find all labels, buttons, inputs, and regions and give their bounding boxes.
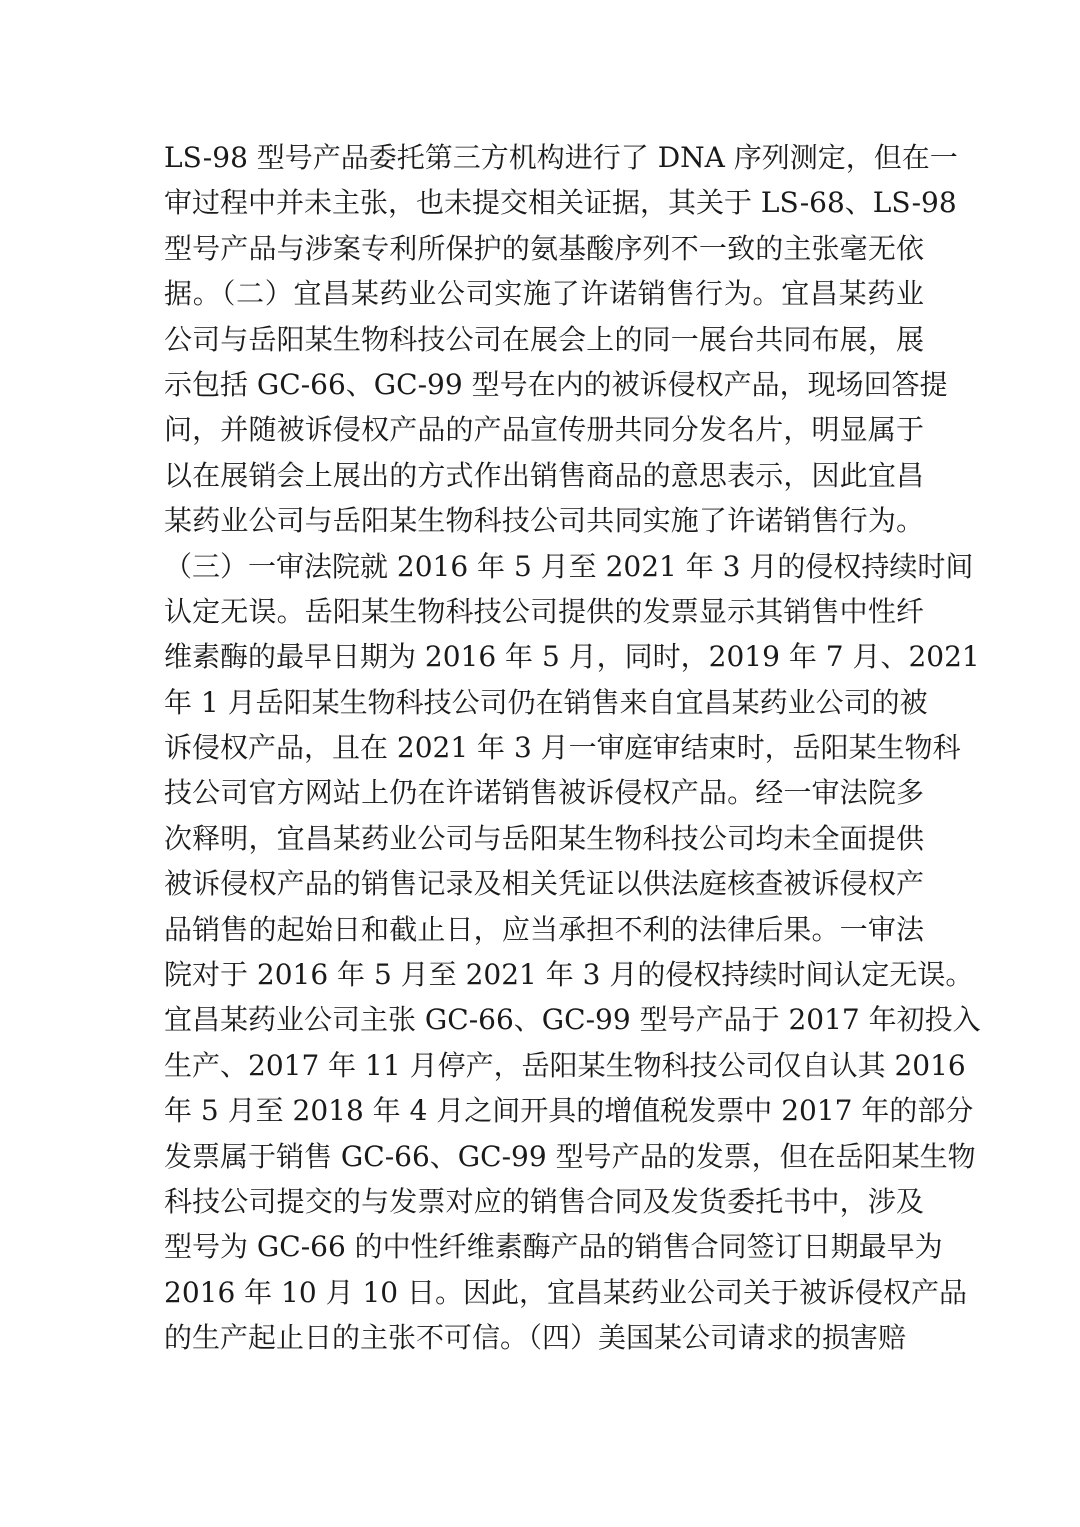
text-line: 次释明，宜昌某药业公司与岳阳某生物科技公司均未全面提供 [164,821,924,855]
text-line: 宜昌某药业公司主张 GC-66、GC-99 型号产品于 2017 年初投入 [164,1003,981,1037]
body-text [164,135,981,1361]
text-line: 年 5 月至 2018 年 4 月之间开具的增值税发票中 2017 年的部分 [164,1094,974,1128]
text-line: 某药业公司与岳阳某生物科技公司共同实施了许诺销售行为。 [164,504,924,538]
text-line: 技公司官方网站上仍在许诺销售被诉侵权产品。经一审法院多 [164,776,924,810]
text-line: 科技公司提交的与发票对应的销售合同及发货委托书中，涉及 [164,1184,924,1218]
text-line: 型号为 GC-66 的中性纤维素酶产品的销售合同签订日期最早为 [164,1230,943,1264]
text-line: 问，并随被诉侵权产品的产品宣传册共同分发名片，明显属于 [164,413,924,447]
text-line: 的生产起止日的主张不可信。（四）美国某公司请求的损害赔 [164,1321,907,1355]
text-line: 型号产品与涉案专利所保护的氨基酸序列不一致的主张毫无依 [164,231,924,265]
text-line: LS-98 型号产品委托第三方机构进行了 DNA 序列测定，但在一 [164,141,958,174]
text-line: 维素酶的最早日期为 2016 年 5 月，同时，2019 年 7 月、2021 [164,640,980,674]
text-line: 认定无误。岳阳某生物科技公司提供的发票显示其销售中性纤 [164,594,924,628]
text-line: 审过程中并未主张，也未提交相关证据，其关于 LS-68、LS-98 [164,186,957,220]
text-line: 以在展销会上展出的方式作出销售商品的意思表示，因此宜昌 [164,458,924,492]
text-line: 示包括 GC-66、GC-99 型号在内的被诉侵权产品，现场回答提 [164,367,948,401]
text-line: 发票属于销售 GC-66、GC-99 型号产品的发票，但在岳阳某生物 [164,1139,976,1173]
text-line: 院对于 2016 年 5 月至 2021 年 3 月的侵权持续时间认定无误。 [164,958,974,992]
text-line: 年 1 月岳阳某生物科技公司仍在销售来自宜昌某药业公司的被 [164,685,928,719]
text-line: 诉侵权产品，且在 2021 年 3 月一审庭审结束时，岳阳某生物科 [164,731,961,765]
text-line: 2016 年 10 月 10 日。因此，宜昌某药业公司关于被诉侵权产品 [164,1275,968,1309]
text-line: （三）一审法院就 2016 年 5 月至 2021 年 3 月的侵权持续时间 [164,549,974,583]
text-line: 生产、2017 年 11 月停产，岳阳某生物科技公司仅自认其 2016 [164,1048,966,1082]
text-line: 被诉侵权产品的销售记录及相关凭证以供法庭核查被诉侵权产 [164,867,924,901]
text-line: 品销售的起始日和截止日，应当承担不利的法律后果。一审法 [164,912,924,946]
text-line: 据。（二）宜昌某药业公司实施了许诺销售行为。宜昌某药业 [164,277,924,311]
text-line: 公司与岳阳某生物科技公司在展会上的同一展台共同布展，展 [164,322,924,356]
